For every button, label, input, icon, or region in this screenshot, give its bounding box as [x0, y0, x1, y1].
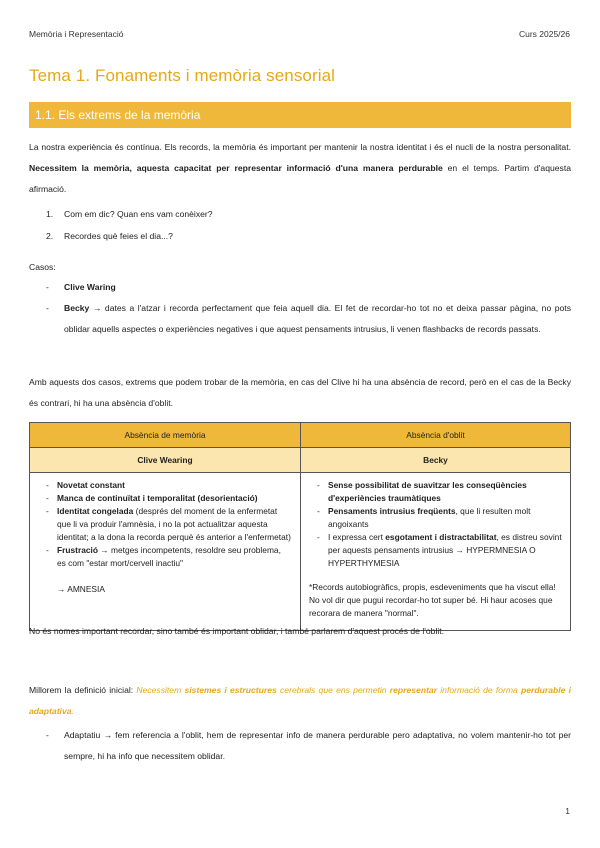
section-heading [29, 102, 571, 128]
list-item: - Sense possibilitat de suavitzar les conseqüències d'experiències traumàtiques [317, 480, 527, 503]
case-becky-text: → dates a l'atzar i recorda perfectament que feia aquell dia. El fet de recordar-ho tot no et deixa passar pàgina, no pots oblidar aquells aspectes o experiències negatives i que aquest pensaments intrusius, li venen flashbacks de records passats. [64, 303, 571, 334]
comparison-table [29, 422, 571, 631]
becky-item-exhaustion-pre: I expressa cert [328, 532, 386, 542]
clive-item-continuity: Manca de continuïtat i temporalitat (desorientació) [57, 493, 258, 503]
list-item [29, 225, 569, 247]
table-cell-becky [301, 473, 571, 631]
case-clive [29, 277, 571, 298]
intro-paragraph [29, 137, 571, 200]
clive-item-frustration-text: → metges incompetents, resoldre seu problema, es com "estar mort/cervell inactiu" [57, 545, 281, 568]
header-course: Curs 2025/26 [518, 29, 570, 39]
list-item-text: Recordes què feies el dia...? [64, 231, 173, 241]
table-subheader-clive: Clive Wearing [30, 448, 301, 473]
dash-bullet: - [46, 282, 49, 292]
section-heading-text: 1.1. Els extrems de la memòria [35, 108, 201, 122]
list-item-text: Com em dic? Quan ens vam conèixer? [64, 209, 213, 219]
list-item [29, 203, 569, 225]
list-number: 2. [46, 231, 54, 241]
table-header-absence-forgetting: Absència d'oblit [301, 423, 571, 448]
forgetting-paragraph: No és nomes important recordar, sino també és important oblidar, i també parlarem d'aquest procés de l'oblit. [29, 626, 445, 636]
list-item [29, 725, 571, 767]
becky-item-intrusive-text: , que li resulten molt angoixants [328, 506, 531, 529]
dash-bullet: - [46, 303, 49, 313]
list-item: - Frustració → metges incompetents, resoldre seu problema, es com "estar mort/cervell inactiu" [46, 545, 281, 568]
table-subheader-row [30, 448, 571, 473]
definition-paragraph [29, 680, 571, 722]
adaptive-text: Adaptatiu → fem referencia a l'oblit, hem de representar info de manera perdurable pero adaptativa, no volem mantenir-ho tot per sempre, hi ha info que necessitem oblidar. [64, 730, 571, 761]
intro-text-end: en el temps. Partim d'aquesta afirmació. [29, 163, 571, 194]
cases-list [29, 277, 571, 340]
becky-note: *Records autobiogràfics, propis, esdeveniments que ha viscut ella! No vol dir que pugui recordar-ho tot super bé. Hi haur acoses que recorara de manera "normal". [309, 582, 556, 618]
cases-label: Casos: [29, 262, 56, 272]
question-list [29, 203, 569, 247]
list-number: 1. [46, 209, 54, 219]
becky-item-trauma: Sense possibilitat de suavitzar les conseqüències d'experiències traumàtiques [328, 480, 527, 503]
case-becky-name: Becky [64, 303, 90, 313]
list-item: - Pensaments intrusius freqüents, que li resulten molt angoixants [317, 506, 531, 529]
table-header-row [30, 423, 571, 448]
intro-text-start: La nostra experiència és contínua. Els records, la memòria és important per mantenir la nostra identitat i és el nucli de la nostra personalitat. [29, 142, 571, 152]
becky-item-exhaustion-text: , es distreu sovint per aquests pensaments intrusius → HYPERMNESIA O HYPERTHYMESIA [328, 532, 562, 568]
definition-highlight: Necessitem sistemes i estructures cerebrals que ens permetin representar informació de forma perdurable i adaptativa. [29, 685, 572, 716]
page-number: 1 [565, 806, 570, 816]
list-item: - Identitat congelada (després del moment de la enfermetat que li va produir l'amnèsia, i no la pot actualitzar aquesta identitat; a la dona la recorda perquè és anterior a l'enfermetat) [46, 506, 291, 542]
table-subheader-becky: Becky [301, 448, 571, 473]
adaptive-list [29, 725, 571, 767]
table-body-row [30, 473, 571, 631]
header-subject: Memòria i Representació [29, 29, 124, 39]
becky-item-exhaustion-bold: esgotament i distractabilitat [385, 532, 497, 542]
clive-item-identity-bold: Identitat congelada [57, 506, 134, 516]
comparison-paragraph: Amb aquests dos casos, extrems que podem trobar de la memòria, en cas del Clive hi ha una absència de record, però en el cas de la Becky és contrari, hi ha una absència d'oblit. [29, 377, 571, 408]
dash-bullet: - [46, 730, 49, 740]
list-item: - Manca de continuïtat i temporalitat (desorientació) [46, 493, 258, 503]
page-title: Tema 1. Fonaments i memòria sensorial [29, 66, 336, 85]
case-clive-name: Clive Waring [64, 282, 116, 292]
clive-item-identity-text: (després del moment de la enfermetat que li va produir l'amnèsia, i no la pot actualitzar aquesta identitat; a la dona la recorda perquè és anterior a l'enfermetat) [57, 506, 291, 542]
table-header-absence-memory: Absència de memòria [30, 423, 301, 448]
clive-item-frustration-bold: Frustració [57, 545, 98, 555]
clive-item-novelty: Novetat constant [57, 480, 125, 490]
list-item: - Novetat constant [46, 480, 125, 490]
becky-item-intrusive-bold: Pensaments intrusius freqüents [328, 506, 456, 516]
clive-result: → AMNESIA [57, 584, 105, 594]
list-item: - I expressa cert esgotament i distractabilitat, es distreu sovint per aquests pensaments intrusius → HYPERMNESIA O HYPERTHYMESIA [317, 532, 562, 568]
definition-prefix: Millorem la definició inicial: [29, 685, 137, 695]
case-becky [29, 298, 571, 340]
intro-text-bold: Necessitem la memòria, aquesta capacitat per representar informació d'una manera perdurable [29, 163, 443, 173]
table-cell-clive [30, 473, 301, 631]
